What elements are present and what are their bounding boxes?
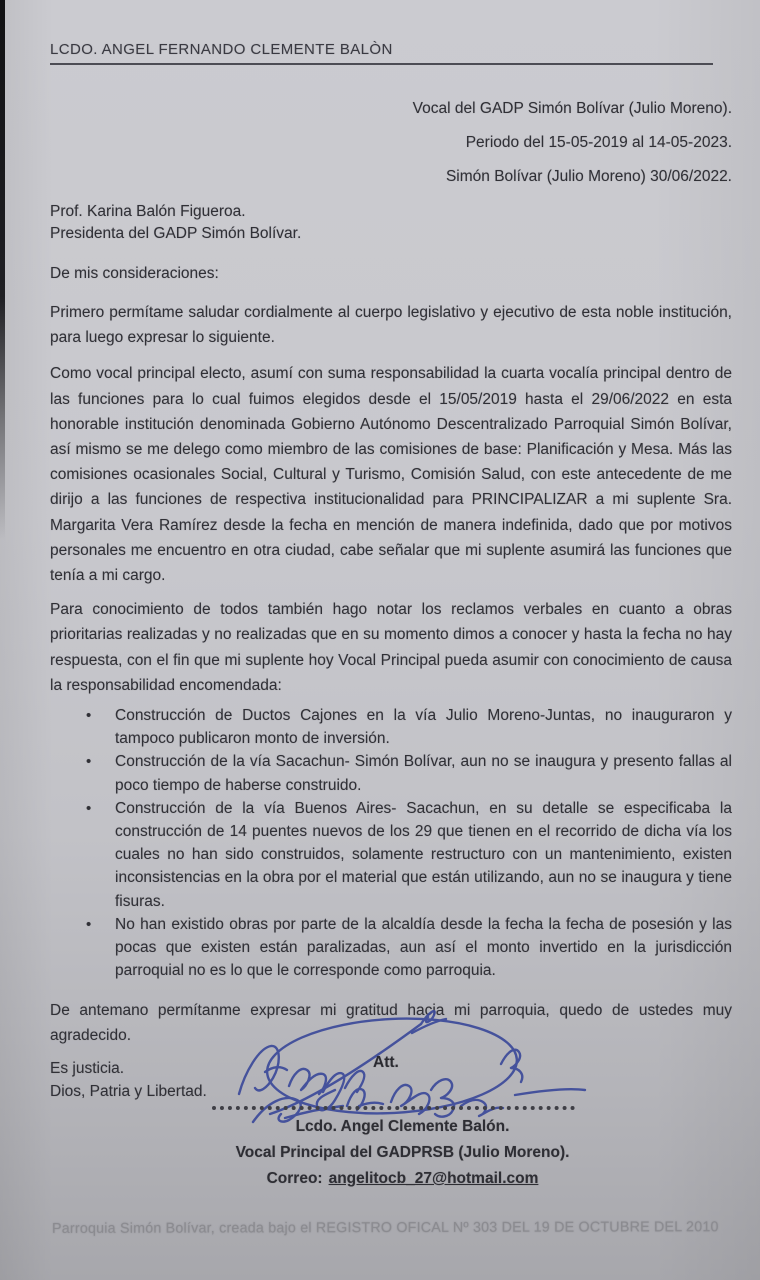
list-item: • Construcción de la vía Buenos Aires- Sacachun, en su detalle se especificaba la construcción de 14 puentes nuevos de los 29 que tienen en el recorrido de dicha vía los cuales no han sido construidos, solamente restructuro con un mantenimiento, existen inconsistencias en la obra por el material que están utilizando, aun no se inaugura y tiene fisuras.: [86, 797, 732, 913]
scan-edge-shadow: [0, 0, 5, 540]
sender-name: LCDO. ANGEL FERNANDO CLEMENTE BALÒN: [50, 41, 393, 58]
closing-line-motto: Dios, Patria y Libertad.: [50, 1082, 207, 1100]
recipient-block: [50, 201, 732, 244]
list-item: • Construcción de la vía Sacachun- Simón Bolívar, aun no se inaugura y presento fallas al poco tiempo de haberse construido.: [86, 750, 732, 796]
closing-line-justice: Es justicia.: [50, 1060, 125, 1078]
list-item: • Construcción de Ductos Cajones en la vía Julio Moreno-Juntas, no inauguraron y tampoco publicaron monto de inversión.: [86, 704, 732, 750]
signature-block: [0, 1114, 760, 1192]
paragraph-intro: Primero permítame saludar cordialmente al cuerpo legislativo y ejecutivo de esta noble institución, para luego expresar lo siguiente.: [50, 304, 732, 347]
signatory-email-line: [45, 1166, 760, 1192]
signature-dotted-line: [212, 1097, 575, 1110]
salutation: De mis consideraciones:: [50, 265, 219, 282]
att-label: Att.: [373, 1054, 399, 1071]
letter-meta: [50, 99, 732, 186]
parish-registry-footer: Parroquia Simón Bolívar, creada bajo el REGISTRO OFICAL Nº 303 DEL 19 DE OCTUBRE DEL 2010: [51, 1219, 719, 1237]
sender-position: Vocal del GADP Simón Bolívar (Julio Moreno).: [412, 100, 732, 117]
recipient-name: Prof. Karina Balón Figueroa.: [50, 203, 246, 220]
paragraph-gratitude: De antemano permítanme expresar mi gratitud hacia mi parroquia, quedo de ustedes muy agradecido.: [50, 1001, 732, 1045]
signatory-name: Lcdo. Angel Clemente Balón.: [295, 1118, 510, 1135]
sender-header: [50, 40, 713, 65]
email-address: angelitocb_27@hotmail.com: [328, 1170, 539, 1187]
recipient-title: Presidenta del GADP Simón Bolívar.: [50, 224, 302, 242]
signatory-role: Vocal Principal del GADPRSB (Julio Moreno).: [235, 1144, 570, 1161]
dateline: Simón Bolívar (Julio Moreno) 30/06/2022.: [445, 168, 732, 185]
works-bullet-list: [50, 704, 732, 982]
email-label: Correo:: [266, 1170, 323, 1187]
list-item: • No han existido obras por parte de la alcaldía desde la fecha la fecha de posesión y las pocas que existen están paralizadas, aun así el monto invertido en la jurisdicción parroquial no es lo que le corresponde como parroquia.: [86, 913, 732, 983]
paragraph-main: Como vocal principal electo, asumí con suma responsabilidad la cuarta vocalía principal dentro de las funciones para lo cual fuimos elegidos desde el 15/05/2019 hasta el 29/06/2022 en esta honorable institución denominada Gobierno Autónomo Descentralizado Parroquial Simón Bolívar, así mismo se me delego como miembro de las comisiones de base: Planificación y Mesa. Más las comisiones ocasionales Social, Cultural y Turismo, Comisión Salud, con este antecedente de me dirijo a las funciones de respectiva institucionalidad para PRINCIPALIZAR a mi suplente Sra. Margarita Vera Ramírez desde la fecha en mención de manera indefinida, dado que por motivos personales me encuentro en otra ciudad, cabe señalar que mi suplente asumirá las funciones que tenía a mi cargo.: [50, 365, 732, 585]
letter-body: [50, 40, 732, 1103]
term-period: Periodo del 15-05-2019 al 14-05-2023.: [465, 134, 732, 151]
paragraph-claims: Para conocimiento de todos también hago notar los reclamos verbales en cuanto a obras prioritarias realizadas y no realizadas que en su momento dimos a conocer y hasta la fecha no hay respuesta, con el fin que mi suplente hoy Vocal Principal pueda asumir con conocimiento de causa la responsabilidad encomendada:: [50, 601, 732, 694]
